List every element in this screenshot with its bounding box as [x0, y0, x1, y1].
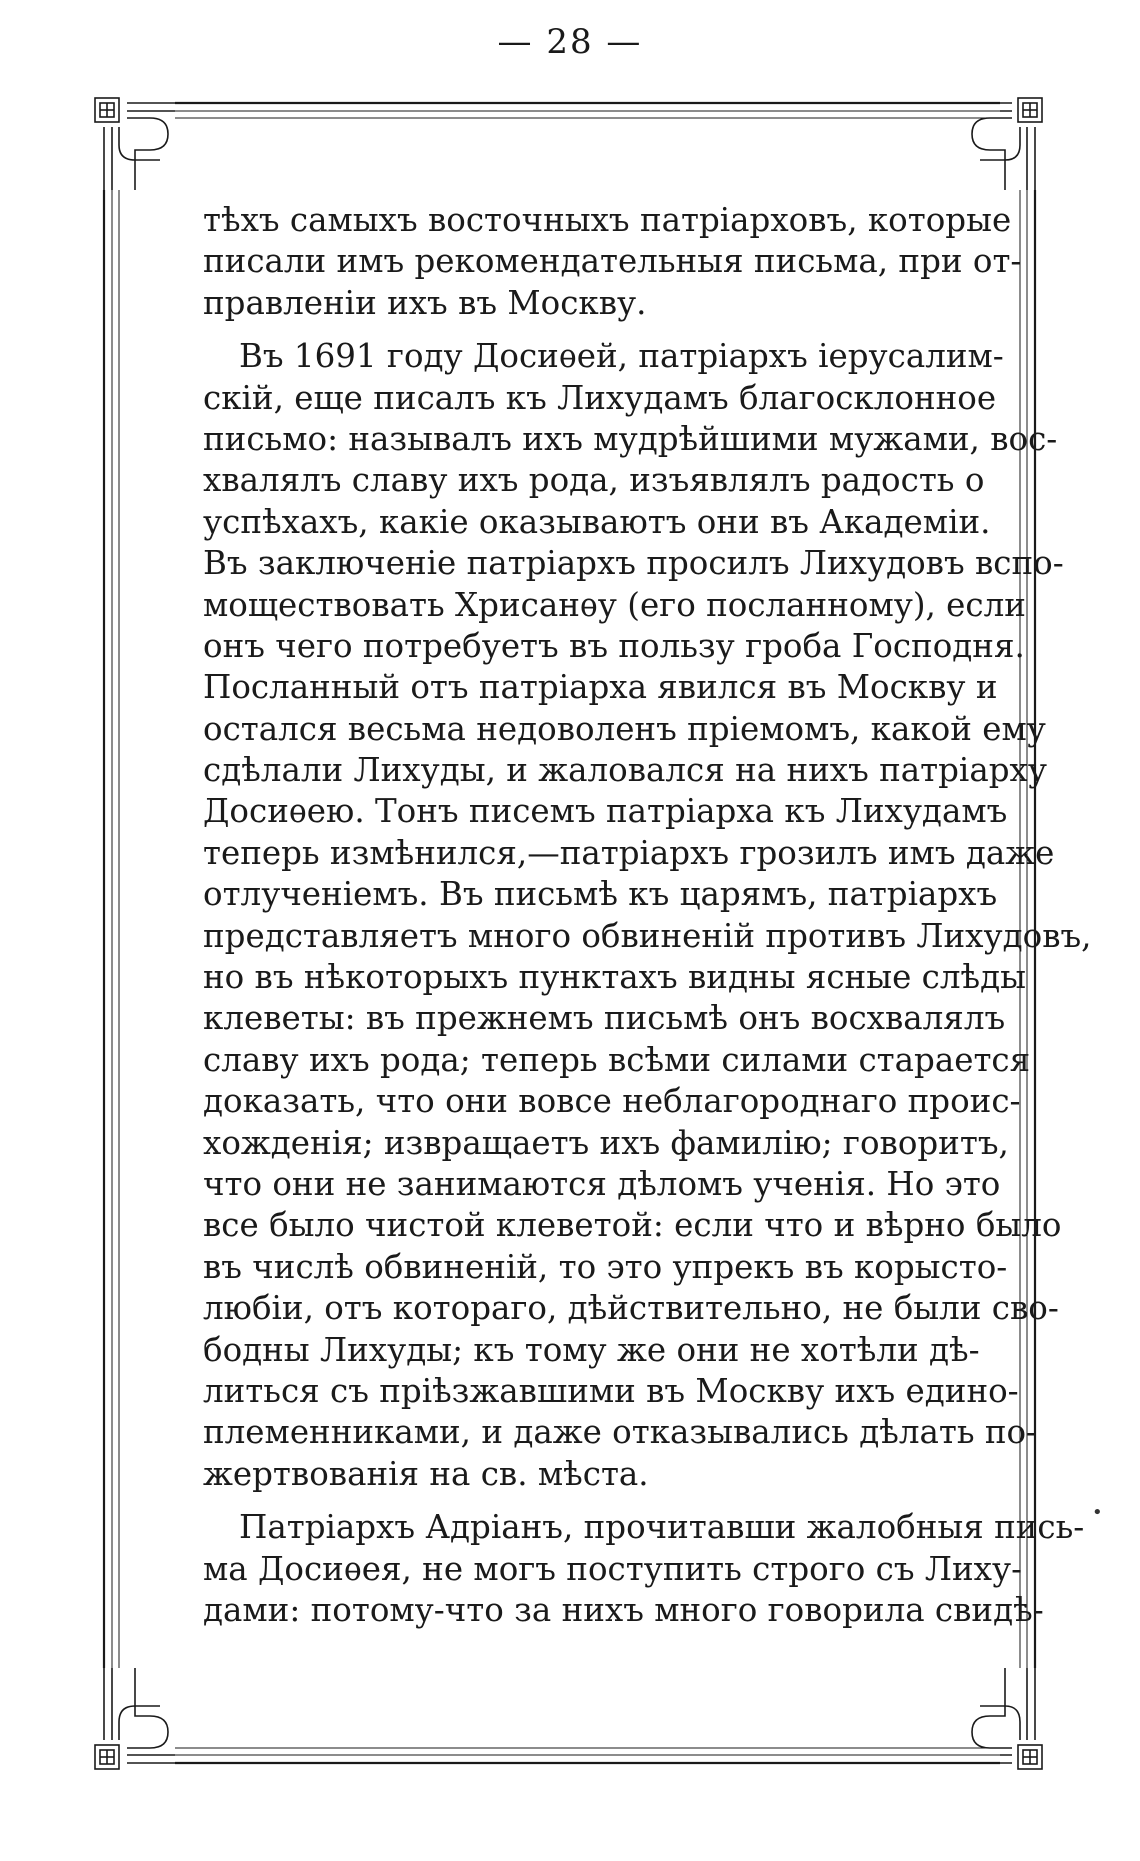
text-line: скій, еще писалъ къ Лихудамъ благосклонное — [203, 378, 997, 417]
text-line: сдѣлали Лихуды, и жаловался на нихъ патріарху — [203, 751, 1047, 790]
text-line: Патріархъ Адріанъ, прочитавши жалобныя пись- — [239, 1508, 1085, 1547]
text-line: писали имъ рекомендательныя письма, при от- — [203, 242, 1022, 281]
corner-ornament-top-right — [972, 98, 1042, 190]
text-line: все было чистой клеветой: если что и вѣрно было — [203, 1206, 1062, 1245]
text-line: бодны Лихуды; къ тому же они не хотѣли дѣ- — [203, 1330, 980, 1369]
text-line: остался весьма недоволенъ пріемомъ, какой ему — [203, 709, 1046, 748]
text-line: моществовать Хрисанѳу (его посланному), если — [203, 585, 1026, 624]
paragraph-3 — [203, 1507, 1085, 1631]
text-line: Въ 1691 году Досиѳей, патріархъ іерусалим- — [239, 337, 1004, 376]
text-line: успѣхахъ, какіе оказываютъ они въ Академіи. — [203, 502, 991, 541]
ink-speck: • — [1092, 1502, 1103, 1523]
text-line: что они не занимаются дѣломъ ученія. Но это — [203, 1164, 1001, 1203]
body-text — [203, 200, 1092, 1643]
text-line: но въ нѣкоторыхъ пунктахъ видны ясные слѣды — [203, 958, 1026, 997]
text-line: племенниками, и даже отказывались дѣлать по- — [203, 1413, 1038, 1452]
text-line: славу ихъ рода; теперь всѣми силами старается — [203, 1040, 1031, 1079]
corner-ornament-top-left — [95, 98, 175, 190]
corner-ornament-bottom-left — [95, 1668, 175, 1769]
text-line: дами: потому-что за нихъ много говорила свидѣ- — [203, 1590, 1044, 1629]
text-line: тѣхъ самыхъ восточныхъ патріарховъ, которые — [203, 201, 1012, 239]
text-line: любіи, отъ котораго, дѣйствительно, не были сво- — [203, 1289, 1059, 1328]
page-number: — 28 — — [497, 22, 643, 62]
text-line: жертвованія на св. мѣста. — [203, 1454, 649, 1493]
text-line: представляетъ много обвиненій противъ Лихудовъ, — [203, 916, 1092, 955]
text-line: Посланный отъ патріарха явился въ Москву и — [203, 668, 998, 707]
text-line: доказать, что они вовсе неблагороднаго проис- — [203, 1082, 1021, 1121]
text-line: ма Досиѳея, не могъ поступить строго съ Лиху- — [203, 1549, 1023, 1588]
text-line: въ числѣ обвиненій, то это упрекъ въ корысто- — [203, 1247, 1008, 1286]
text-line: Досиѳею. Тонъ писемъ патріарха къ Лихудамъ — [203, 792, 1008, 831]
paragraph-2 — [203, 336, 1092, 1495]
text-line: хожденія; извращаетъ ихъ фамилію; говоритъ, — [203, 1123, 1009, 1162]
text-line: письмо: называлъ ихъ мудрѣйшими мужами, вос- — [203, 419, 1058, 458]
text-line: литься съ пріѣзжавшими въ Москву ихъ едино- — [203, 1371, 1019, 1410]
text-line: клеветы: въ прежнемъ письмѣ онъ восхвалялъ — [203, 999, 1006, 1038]
text-line: Въ заключеніе патріархъ просилъ Лихудовъ вспо- — [203, 544, 1064, 583]
paragraph-1 — [203, 200, 1022, 324]
text-line: хвалялъ славу ихъ рода, изъявлялъ радость о — [203, 461, 985, 500]
text-line: отлученіемъ. Въ письмѣ къ царямъ, патріархъ — [203, 875, 998, 914]
text-line: правленіи ихъ въ Москву. — [203, 283, 647, 322]
corner-ornament-bottom-right — [972, 1668, 1042, 1769]
text-line: теперь измѣнился,—патріархъ грозилъ имъ даже — [203, 833, 1055, 872]
text-line: онъ чего потребуетъ въ пользу гроба Господня. — [203, 626, 1025, 665]
